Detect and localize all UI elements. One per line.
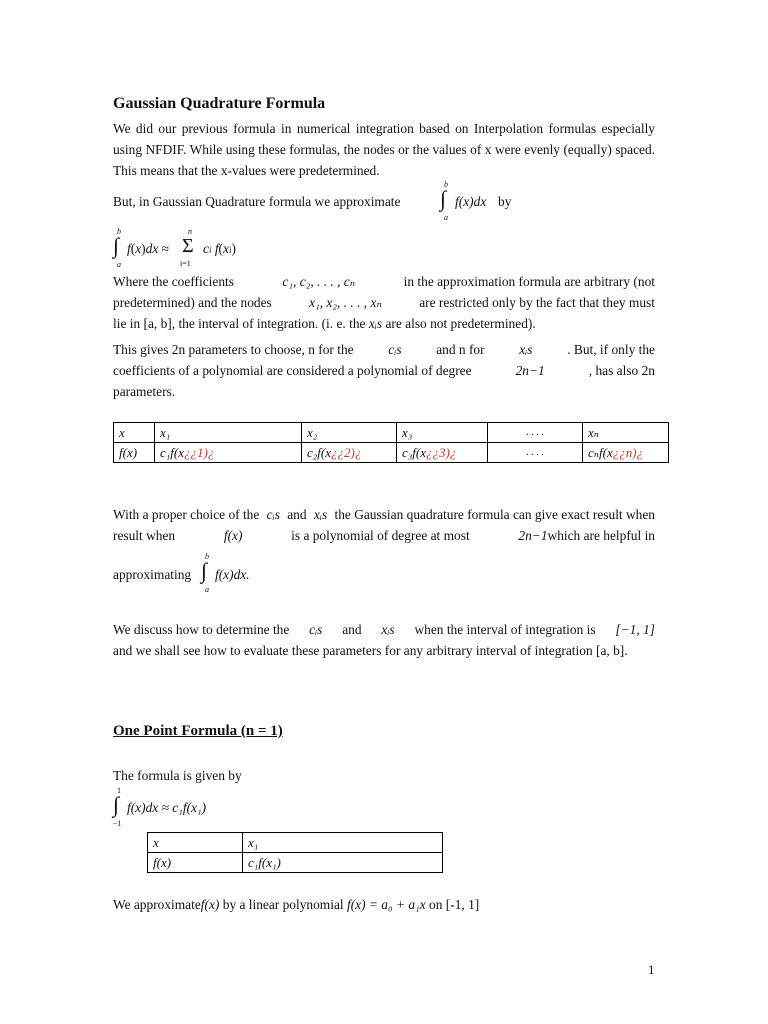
upper-limit: 1	[117, 786, 121, 795]
xi-s: xᵢs	[381, 622, 395, 637]
lower-limit: a	[205, 585, 209, 594]
main-summand: ci f(xi)	[203, 241, 236, 256]
sum-lower: i=1	[180, 259, 191, 268]
lower-limit: a	[117, 260, 121, 269]
params-text-3b: coefficients of a polynomial are considered a polynomial of degree	[113, 363, 472, 378]
approx-lead: But, in Gaussian Quadrature formula we approximate	[113, 194, 401, 209]
linear-fx: f(x)	[200, 897, 220, 912]
choice-deg-wrap	[518, 525, 655, 546]
table-cell: x	[148, 833, 243, 853]
integrand: f(x)dx	[455, 194, 487, 209]
one-point-heading: One Point Formula (n = 1)	[113, 723, 283, 739]
table-cell: c₁f(x₁)	[243, 853, 443, 873]
table-cell: x₃	[397, 423, 488, 443]
discuss-text-2: and	[342, 622, 362, 637]
integral-sign: ∫	[113, 792, 120, 817]
choice-degree: 2n−1	[518, 528, 548, 543]
discuss-text-1: We discuss how to determine the	[113, 622, 290, 637]
coeff-text-2b: predetermined) and the nodes	[113, 295, 272, 310]
sigma-icon: Σ	[182, 235, 194, 257]
linear-text-3: on [-1, 1]	[429, 897, 480, 912]
one-point-table	[147, 832, 443, 873]
main-integrand: f(x)dx ≈	[127, 241, 169, 256]
table-row	[114, 423, 669, 443]
choice-text-1: With a proper choice of the	[113, 507, 260, 522]
linear-text-1: We approximate	[113, 897, 201, 912]
table-row	[148, 853, 443, 873]
choice-text-5a: which are helpful in	[547, 528, 655, 543]
node-list: x₁, x₂, . . . , xₙ	[309, 295, 382, 310]
table-row	[114, 443, 669, 463]
discuss-text-3: when the interval of integration is	[414, 622, 596, 637]
table-cell: c₂f(x¿¿2)¿	[302, 443, 397, 463]
coeff-list: c₁, c₂, . . . , cₙ	[282, 274, 356, 289]
lower-limit: a	[444, 213, 448, 222]
params-degree: 2n−1	[515, 363, 545, 378]
nodes-table	[113, 422, 669, 463]
one-point-formula: f(x)dx ≈ c₁f(x₁)	[127, 800, 207, 815]
integral-sign: ∫	[201, 558, 208, 583]
coeff-paragraph	[113, 271, 655, 334]
table-cell: . . . .	[488, 443, 583, 463]
xi-s: xᵢs	[313, 507, 328, 522]
coeff-text-1: Where the coefficients	[113, 274, 234, 289]
red-glyphs: ¿¿1)¿	[184, 444, 215, 460]
params-text-4a: , has also 2n	[588, 363, 655, 378]
page-title: Gaussian Quadrature Formula	[113, 95, 326, 112]
linear-text-2: by a linear polynomial	[222, 897, 344, 912]
table-cell: xₙ	[583, 423, 669, 443]
ci-s: cᵢs	[266, 507, 280, 522]
ci-s: cᵢs	[309, 622, 323, 637]
table-cell: f(x)	[114, 443, 155, 463]
table-cell: x₂	[302, 423, 397, 443]
choice-text-2: and	[287, 507, 307, 522]
table-cell: . . . .	[488, 423, 583, 443]
discuss-paragraph	[113, 619, 655, 661]
upper-limit: b	[444, 180, 448, 189]
choice-text-4: is a polynomial of degree at most	[291, 528, 470, 543]
table-cell: c₃f(x¿¿3)¿	[397, 443, 488, 463]
fx: f(x)	[223, 528, 243, 543]
approx-tail: by	[498, 194, 512, 209]
choice-paragraph	[113, 504, 655, 546]
xi-s: xᵢs	[519, 342, 533, 357]
table-cell: f(x)	[148, 853, 243, 873]
discuss-text-4: and we shall see how to evaluate these parameters for any arbitrary interval of integration [a, b].	[113, 643, 628, 658]
table-cell: cₙf(x¿¿n)¿	[583, 443, 669, 463]
table-row	[148, 833, 443, 853]
xi-s: xᵢs	[368, 316, 383, 331]
upper-limit: b	[117, 227, 121, 236]
discuss-interval: [−1, 1]	[615, 622, 655, 637]
params-paragraph	[113, 339, 655, 402]
table-cell: x₁	[243, 833, 443, 853]
page-number: 1	[648, 962, 655, 977]
params-text-4b: parameters.	[113, 384, 176, 399]
red-glyphs: ¿¿n)¿	[612, 444, 644, 460]
intro-paragraph: We did our previous formula in numerical integration based on Interpolation formulas especially using NFDIF. While using these formulas, the nodes or the values of x were evenly (equally) spaced. This means that the x-values were predetermined.	[113, 121, 655, 178]
table-cell: x₁	[155, 423, 302, 443]
choice-text-5b: approximating	[113, 567, 192, 582]
integral-sign: ∫	[113, 233, 120, 258]
params-text-2: and n for	[436, 342, 485, 357]
coeff-text-4: are also not predetermined).	[385, 316, 536, 331]
upper-limit: b	[205, 552, 209, 561]
linear-approx-line	[113, 894, 479, 915]
lower-limit: −1	[113, 819, 122, 828]
params-text-3a: . But, if only the	[567, 342, 655, 357]
sum-upper: n	[188, 227, 192, 236]
params-text-1: This gives 2n parameters to choose, n for the	[113, 342, 354, 357]
integral-sign: ∫	[440, 186, 447, 211]
coeff-text-2a: in the approximation formula are arbitrary (not	[403, 274, 655, 289]
choice-text-3: the Gaussian quadrature formula can give exact result when	[334, 507, 655, 522]
coeff-text-3b: lie in [a, b], the interval of integration. (i. e. the	[113, 316, 366, 331]
red-glyphs: ¿¿2)¿	[331, 444, 362, 460]
formula-given: The formula is given by	[113, 768, 242, 783]
linear-poly: f(x) = a₀ + a₁x	[346, 897, 426, 912]
choice-text-3b: result when	[113, 528, 176, 543]
ci-s: cᵢs	[388, 342, 402, 357]
coeff-text-3a: are restricted only by the fact that they must	[419, 295, 655, 310]
table-cell: c₁f(x¿¿1)¿	[155, 443, 302, 463]
table-cell: x	[114, 423, 155, 443]
red-glyphs: ¿¿3)¿	[426, 444, 457, 460]
choice-integrand: f(x)dx.	[215, 567, 250, 582]
